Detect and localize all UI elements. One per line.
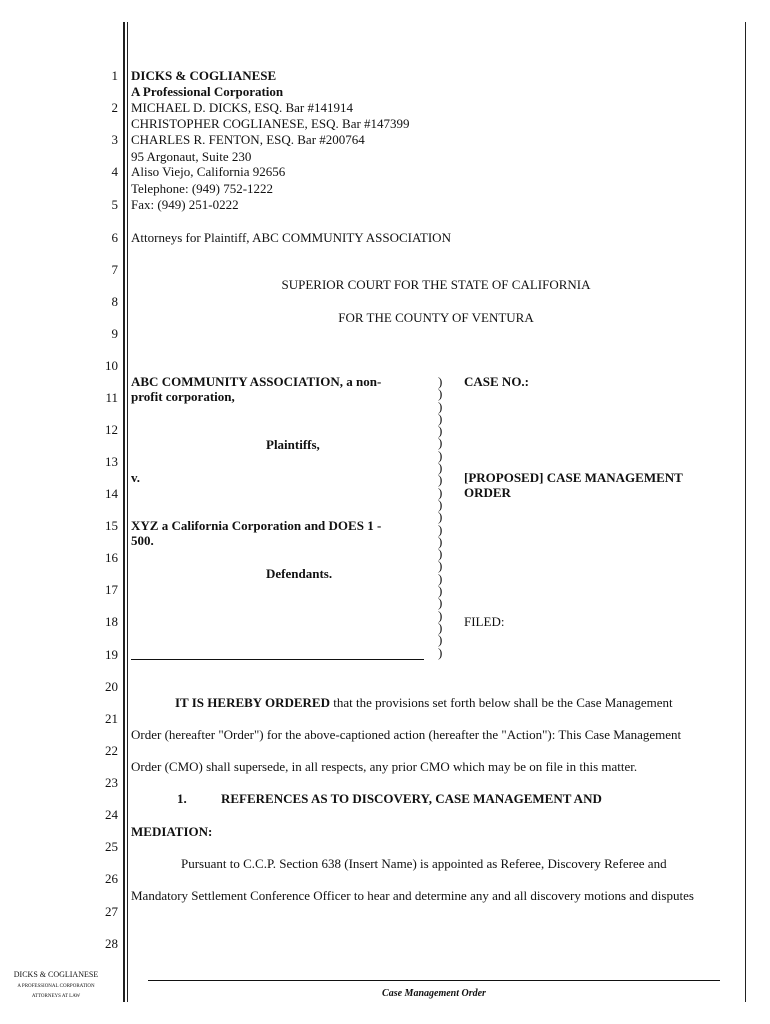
document-title-cont: ORDER [464, 485, 511, 500]
referee-paragraph-line: Mandatory Settlement Conference Officer to hear and determine any and all discovery motions and disputes [131, 888, 694, 903]
line-number: 18 [105, 614, 118, 629]
line-number: 21 [105, 711, 118, 726]
line-number: 8 [111, 294, 118, 309]
document-title: [PROPOSED] CASE MANAGEMENT [464, 470, 683, 485]
case-number-label: CASE NO.: [464, 374, 530, 389]
attorney-line: CHARLES R. FENTON, ESQ. Bar #200764 [131, 132, 365, 147]
order-paragraph-line: Order (hereafter "Order") for the above-captioned action (hereafter the "Action"): This Case Management [131, 727, 682, 742]
telephone: Telephone: (949) 752-1222 [131, 181, 274, 196]
firm-type: A Professional Corporation [131, 84, 284, 99]
line-number: 4 [111, 164, 118, 179]
left-margin-rule-outer [123, 22, 125, 1002]
line-number: 23 [105, 775, 118, 790]
attorney-line: CHRISTOPHER COGLIANESE, ESQ. Bar #147399 [131, 116, 410, 131]
line-number: 7 [111, 262, 118, 277]
line-number: 15 [105, 518, 118, 533]
court-name: SUPERIOR COURT FOR THE STATE OF CALIFORNIA [281, 277, 591, 292]
line-number: 17 [105, 582, 118, 597]
line-number: 26 [105, 871, 118, 886]
order-paragraph-line [175, 696, 673, 710]
line-number: 19 [105, 647, 118, 662]
line-number: 20 [105, 679, 118, 694]
line-number: 22 [105, 743, 118, 758]
line-number: 13 [105, 454, 118, 469]
right-margin-rule [745, 22, 746, 1002]
footer-document-title: Case Management Order [382, 988, 486, 999]
ordered-phrase: IT IS HEREBY ORDERED [175, 695, 330, 710]
line-number: 1 [111, 68, 118, 83]
section-title-cont: MEDIATION: [131, 824, 213, 839]
footer-firm-type: A PROFESSIONAL CORPORATION [17, 984, 95, 989]
line-number: 9 [111, 326, 118, 341]
firm-name: DICKS & COGLIANESE [131, 68, 277, 83]
footer-rule [148, 980, 720, 981]
plaintiffs-label: Plaintiffs, [266, 437, 320, 452]
line-number: 11 [105, 390, 118, 405]
versus: v. [131, 470, 141, 485]
line-number: 2 [111, 100, 118, 115]
footer-firm-name: DICKS & COGLIANESE [13, 970, 99, 979]
filed-label: FILED: [464, 614, 505, 629]
section-title: REFERENCES AS TO DISCOVERY, CASE MANAGEMENT AND [221, 791, 602, 806]
section-number: 1. [177, 791, 187, 806]
line-number: 16 [105, 550, 118, 565]
referee-paragraph-line: Pursuant to C.C.P. Section 638 (Insert Name) is appointed as Referee, Discovery Referee and [181, 856, 667, 871]
defendant-name: XYZ a California Corporation and DOES 1 - [131, 518, 382, 533]
address-line: 95 Argonaut, Suite 230 [131, 149, 252, 164]
line-number: 14 [105, 486, 118, 501]
caption-underline [131, 659, 424, 660]
attorney-line: MICHAEL D. DICKS, ESQ. Bar #141914 [131, 100, 353, 115]
footer-attorneys-at-law: ATTORNEYS AT LAW [31, 994, 81, 999]
line-number: 3 [111, 132, 118, 147]
ordered-rest: that the provisions set forth below shall be the Case Management [329, 695, 673, 710]
defendant-name-cont: 500. [131, 533, 154, 548]
line-number: 25 [105, 839, 118, 854]
order-paragraph-line: Order (CMO) shall supersede, in all respects, any prior CMO which may be on file in this matter. [131, 759, 638, 774]
plaintiff-name: ABC COMMUNITY ASSOCIATION, a non- [131, 374, 382, 389]
court-county: FOR THE COUNTY OF VENTURA [338, 310, 534, 325]
line-number: 10 [105, 358, 118, 373]
defendants-label: Defendants. [266, 566, 333, 581]
left-margin-rule-inner [127, 22, 128, 1002]
caption-parentheses: ) ) ) ) ) ) ) ) ) ) ) ) ) ) ) ) ) ) ) ) ) ) ) [438, 374, 443, 660]
plaintiff-name-cont: profit corporation, [131, 389, 235, 404]
attorneys-for: Attorneys for Plaintiff, ABC COMMUNITY ASSOCIATION [131, 230, 451, 245]
line-number: 5 [111, 197, 118, 212]
line-number: 28 [105, 936, 118, 951]
line-number: 12 [105, 422, 118, 437]
line-number: 6 [111, 230, 118, 245]
line-number: 24 [105, 807, 118, 822]
address-line: Aliso Viejo, California 92656 [131, 164, 286, 179]
line-number: 27 [105, 904, 118, 919]
fax: Fax: (949) 251-0222 [131, 197, 239, 212]
